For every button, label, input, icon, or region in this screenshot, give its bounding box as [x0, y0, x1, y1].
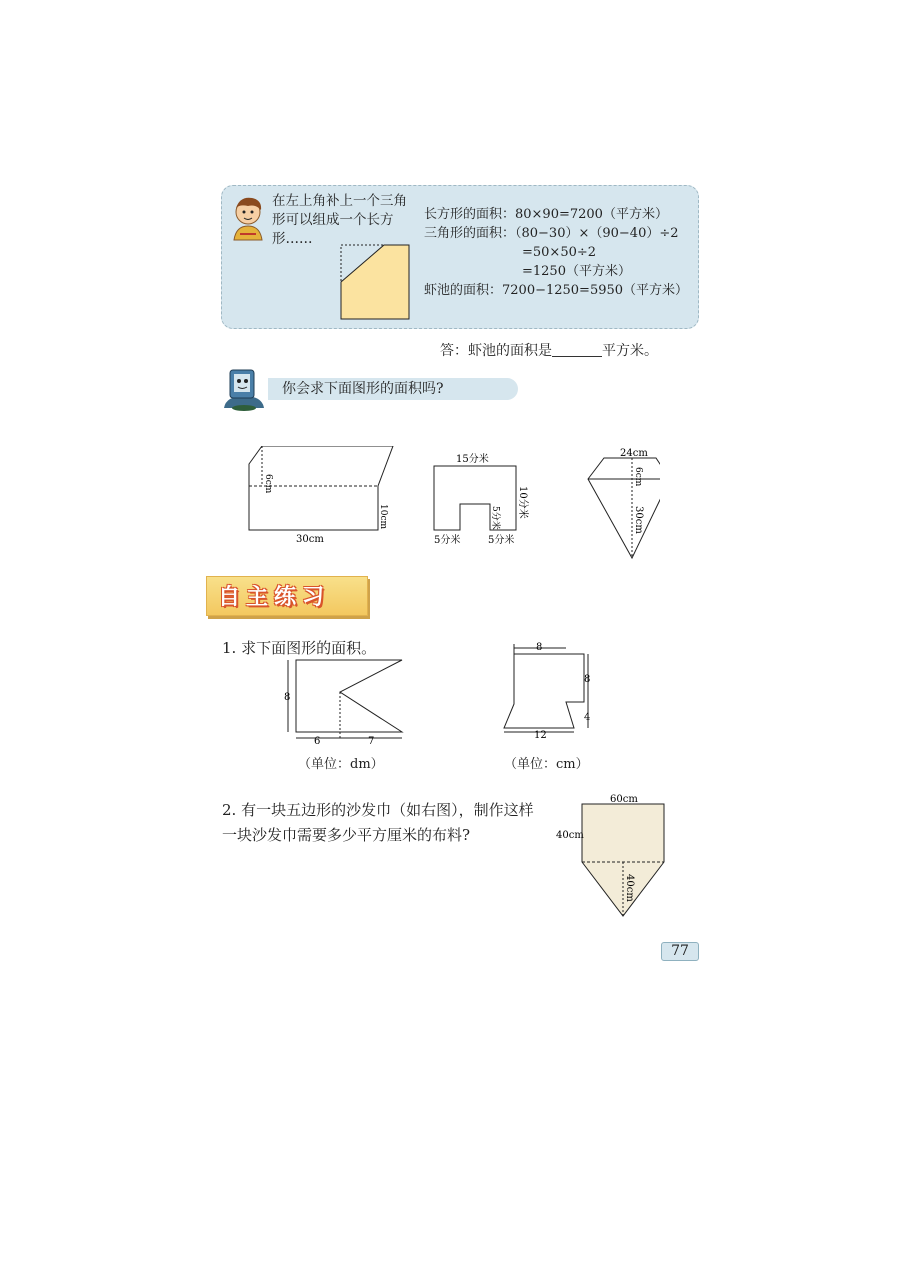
kite-lower-label: 30cm — [633, 506, 644, 534]
kite-figure — [588, 448, 660, 558]
tip-speech: 在左上角补上一个三角形可以组成一个长方形…… — [272, 193, 407, 247]
answer-suffix: 平方米。 — [602, 343, 658, 359]
exercise-2-text: 2. 有一块五边形的沙发巾（如右图），制作这样一块沙发巾需要多少平方厘米的布料? — [222, 801, 534, 844]
page-number: 77 — [661, 942, 699, 961]
para-top-label: 6cm — [263, 474, 273, 494]
fig1-h-label: 8 — [284, 692, 291, 703]
fig2-r1-label: 8 — [584, 674, 591, 685]
sofa-cloth-figure — [556, 790, 668, 920]
calculation — [424, 205, 688, 300]
cloth-tip-label: 40cm — [624, 874, 635, 902]
fig1-b2-label: 7 — [368, 736, 375, 747]
notch-right-label: 10分米 — [517, 486, 528, 519]
parallelogram-figure — [249, 446, 393, 545]
fig1-b1-label: 6 — [314, 736, 321, 747]
notch-bl-label: 5分米 — [434, 535, 461, 546]
fig2-top-label: 8 — [536, 642, 543, 653]
para-right-label: 10cm — [378, 504, 388, 530]
section-title: 自主练习 — [218, 585, 331, 610]
question-banner: 你会求下面图形的面积吗? — [268, 378, 518, 400]
notch-inner-label: 5分米 — [490, 506, 500, 530]
pond-shape — [340, 244, 412, 322]
notch-top-label: 15分米 — [456, 454, 489, 465]
fig1-unit: （单位：dm） — [298, 757, 384, 772]
exercise-1-figure-2 — [504, 642, 590, 741]
calc-line-3: =50×50÷2 — [522, 245, 597, 260]
exercise-1-prompt: 1. 求下面图形的面积。 — [222, 639, 377, 657]
intro-figures — [240, 446, 660, 566]
calc-line-2: 三角形的面积：（80−30）×（90−40）÷2 — [424, 226, 679, 241]
notch-br-label: 5分米 — [488, 535, 515, 546]
answer-line — [440, 340, 658, 360]
calc-line-5: 虾池的面积：7200−1250=5950（平方米） — [424, 283, 689, 298]
kite-upper-label: 6cm — [633, 467, 643, 487]
fig2-r2-label: 4 — [584, 712, 591, 723]
notch-figure — [434, 452, 530, 546]
calc-line-1: 长方形的面积：80×90=7200（平方米） — [424, 207, 668, 222]
answer-prefix: 答：虾池的面积是 — [440, 343, 552, 359]
cloth-side-label: 40cm — [556, 830, 584, 841]
para-bottom-label: 30cm — [296, 534, 324, 545]
robot-mascot — [220, 366, 268, 412]
boy-avatar — [226, 194, 270, 242]
cloth-width-label: 60cm — [610, 794, 638, 805]
fig2-bottom-label: 12 — [534, 730, 547, 741]
kite-top-label: 24cm — [620, 448, 648, 459]
exercise-1-figures — [282, 640, 622, 752]
answer-blank[interactable] — [552, 342, 602, 357]
exercise-1-figure-1 — [284, 660, 402, 747]
calc-line-4: =1250（平方米） — [522, 264, 631, 279]
fig2-unit: （单位：cm） — [504, 757, 589, 772]
